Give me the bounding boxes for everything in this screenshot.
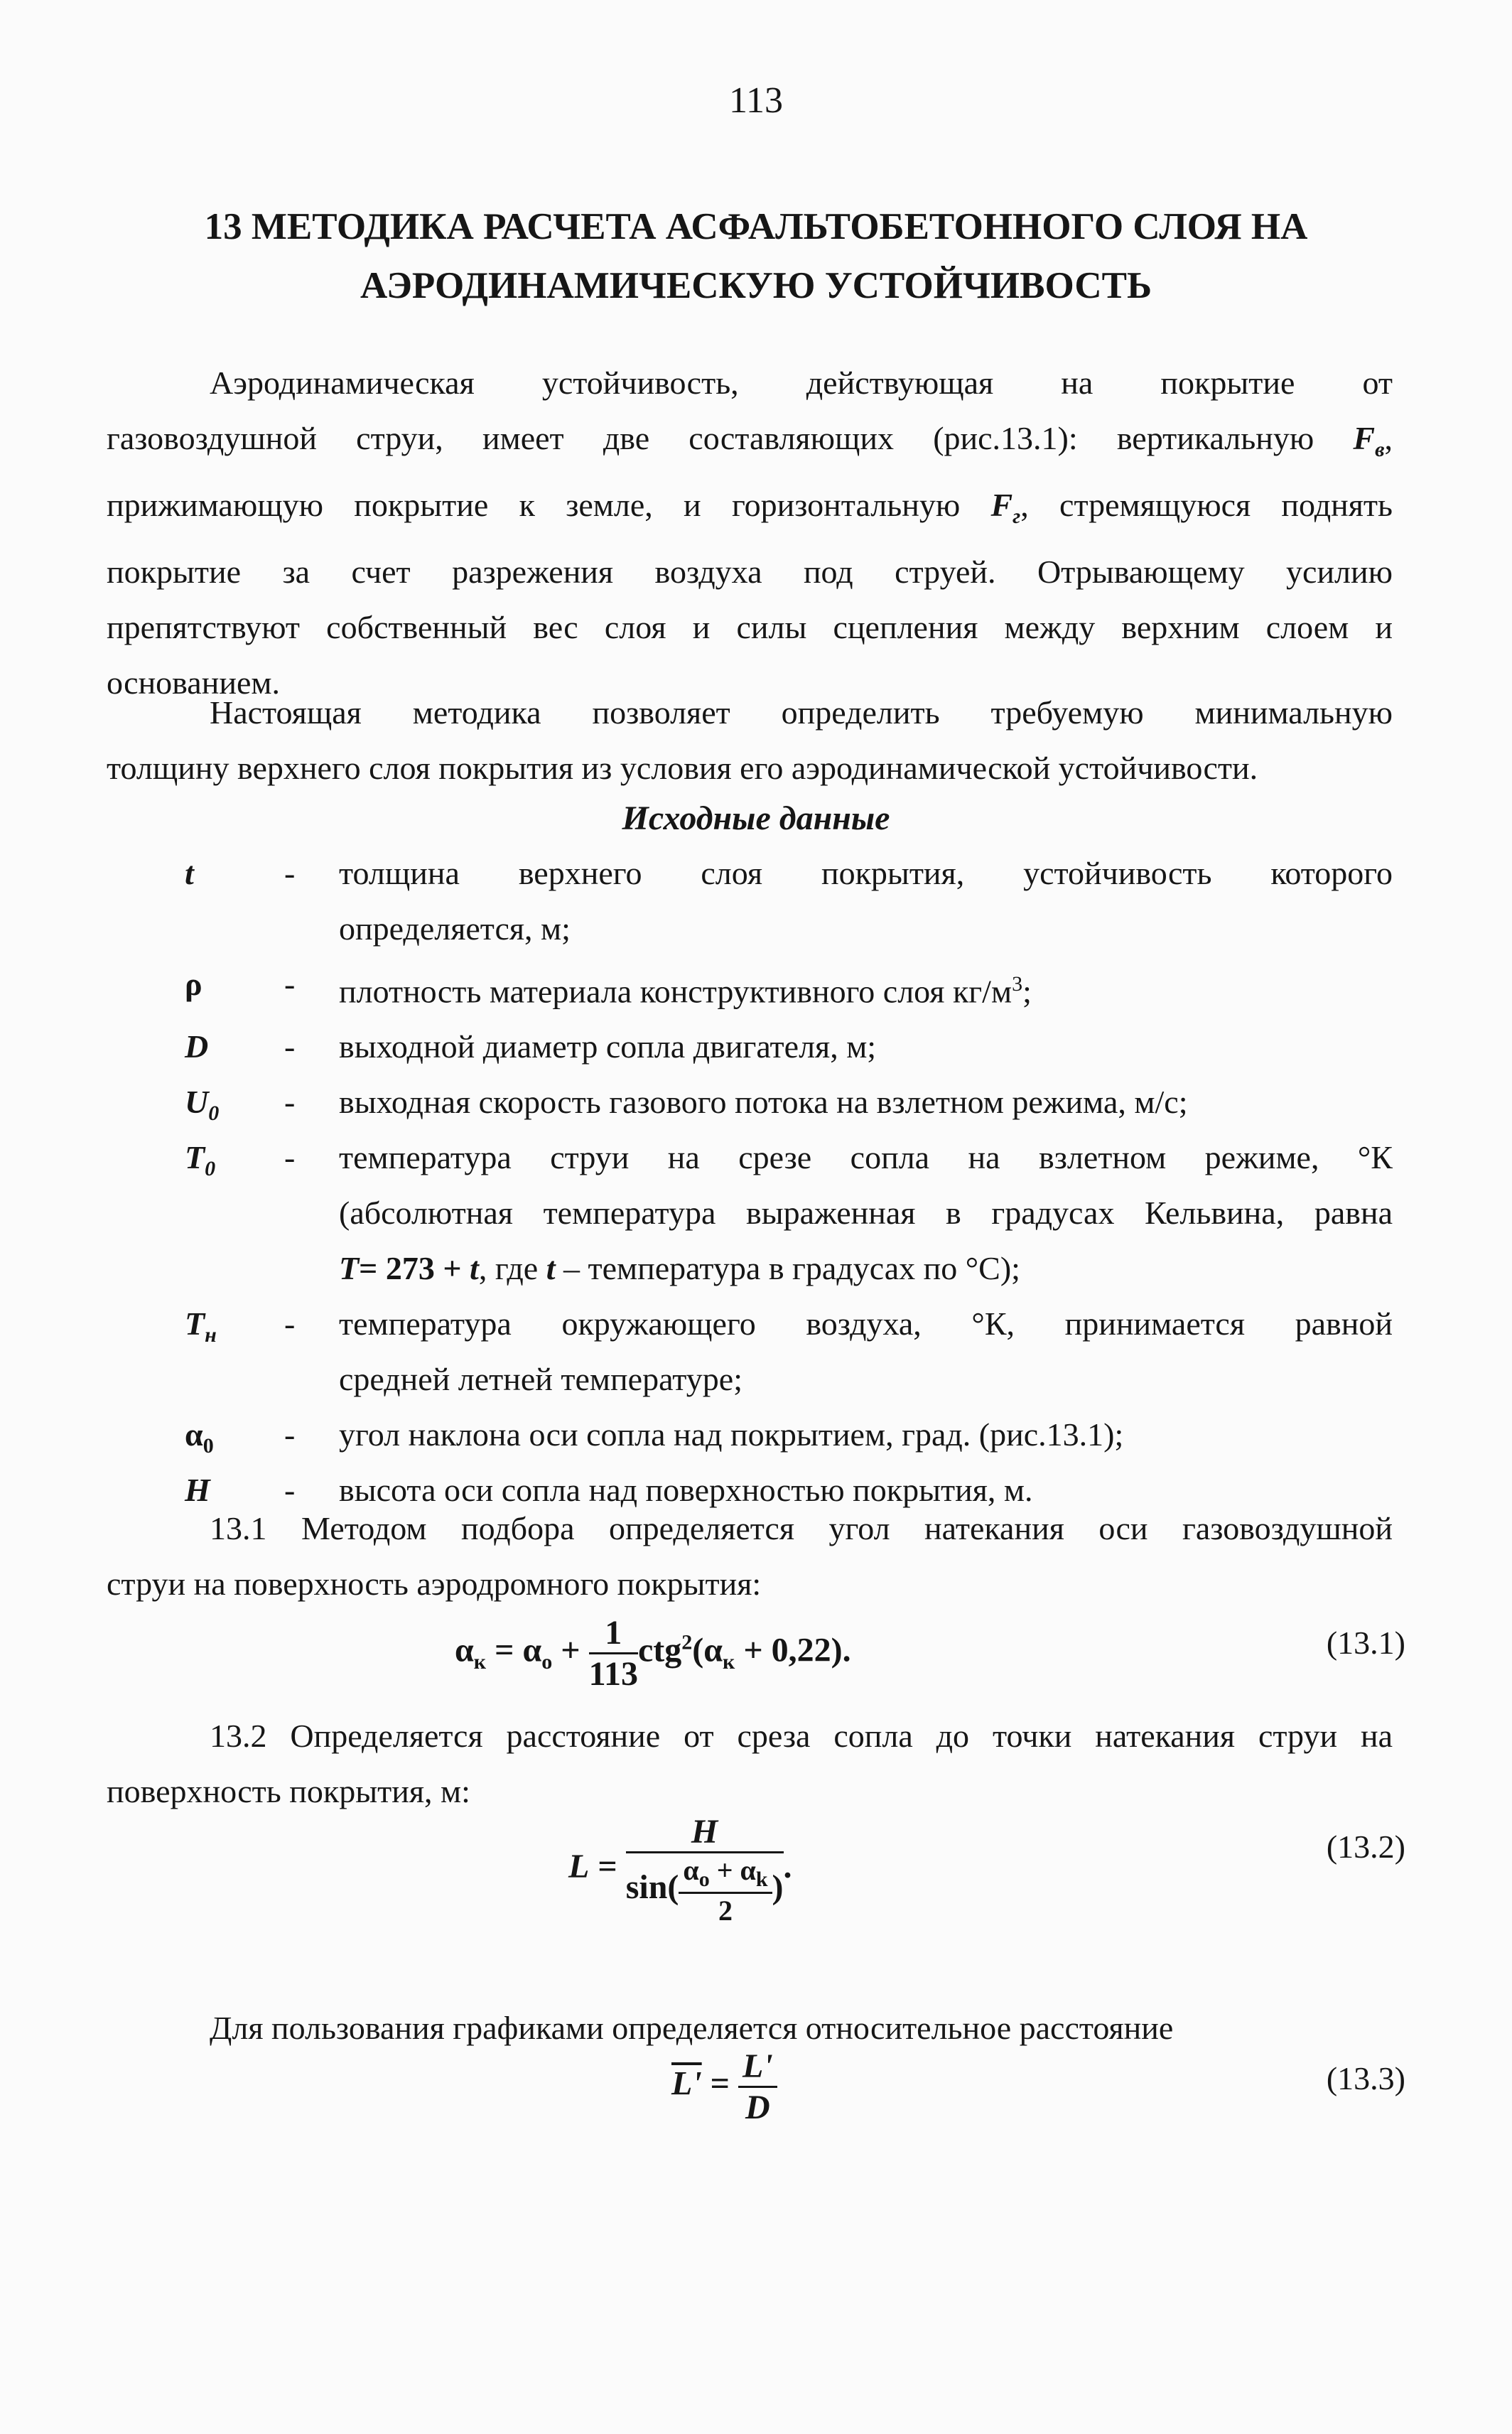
definition-text: температура струи на срезе сопла на взлетном режиме, °К	[339, 1139, 1393, 1176]
paragraph-line: препятствуют собственный вес слоя и силы сцепления между верхним слоем и	[107, 609, 1393, 646]
formula-13-2: L = H sin( $\frac{\alpha_о + \alpha_k}{2}$ ) .	[568, 1813, 792, 1927]
definition-dash: -	[284, 1305, 296, 1342]
definition-item-alpha0	[107, 1407, 1393, 1463]
definition-text: выходная скорость газового потока на взлетном режима, м/с;	[339, 1084, 1188, 1121]
definition-text: высота оси сопла над поверхностью покрытия, м.	[339, 1472, 1033, 1509]
paragraph-line: Для пользования графиками определяется относительное расстояние	[210, 2010, 1174, 2046]
definition-item-d	[107, 1019, 1393, 1075]
paragraph-line: толщину верхнего слоя покрытия из условия его аэродинамической устойчивости.	[107, 750, 1258, 786]
intro-paragraph-2	[107, 685, 1393, 796]
definition-text: плотность материала конструктивного слоя $кг/м^3$;	[339, 972, 1032, 1010]
paragraph-line: струи на поверхность аэродромного покрытия:	[107, 1566, 762, 1602]
definition-symbol: t	[185, 855, 194, 891]
definition-text: выходной диаметр сопла двигателя, м;	[339, 1028, 877, 1065]
definition-symbol: $T_н$	[185, 1305, 217, 1347]
paragraph-line: газовоздушной струи, имеет две составляющих (рис.13.1): вертикальную $F_в$,	[107, 420, 1393, 462]
definition-symbol: $T_0$	[185, 1139, 216, 1181]
paragraph-line: 13.2 Определяется расстояние от среза сопла до точки натекания струи на	[210, 1718, 1393, 1754]
definition-dash: -	[284, 1084, 296, 1121]
definition-symbol: H	[185, 1472, 210, 1509]
definition-text: угол наклона оси сопла над покрытием, град. (рис.13.1);	[339, 1416, 1124, 1453]
formula-13-1: $\alpha_к = \alpha_о$ + $\frac{1}{113}$ $ctg^2(\alpha_к + 0,22)$.	[455, 1614, 851, 1693]
fraction: $\frac{1}{113}$	[588, 1614, 638, 1693]
definition-text: (абсолютная температура выраженная в градусах Кельвина, равна	[339, 1195, 1393, 1232]
fraction: $\frac{L'}{D}$	[738, 2047, 777, 2127]
paragraph-line: основанием.	[107, 664, 280, 701]
definition-dash: -	[284, 1139, 296, 1176]
chapter-title-line-1: 13 МЕТОДИКА РАСЧЕТА АСФАЛЬТОБЕТОННОГО СЛОЯ НА	[204, 206, 1308, 247]
definition-text: средней летней температуре;	[339, 1361, 742, 1398]
section-13-1-text	[107, 1501, 1393, 1612]
definition-symbol: $\alpha_0$	[185, 1416, 214, 1458]
intro-paragraph-1	[107, 355, 1393, 711]
equation-number: (13.1)	[1326, 1625, 1405, 1661]
initial-data-list	[107, 846, 1393, 1518]
equation-number: (13.2)	[1326, 1829, 1405, 1865]
definition-item-rho	[107, 957, 1393, 1019]
definition-dash: -	[284, 1472, 296, 1509]
definition-dash: -	[284, 1028, 296, 1065]
definition-symbol: D	[185, 1028, 209, 1065]
definition-text: толщина верхнего слоя покрытия, устойчивость которого	[339, 855, 1393, 891]
paragraph-line: Настоящая методика позволяет определить требуемую минимальную	[210, 694, 1393, 731]
section-13-2-text	[107, 1708, 1393, 1819]
definition-item-t0	[107, 1130, 1393, 1296]
definition-symbol: ρ	[185, 966, 202, 1002]
fraction: H sin( $\frac{\alpha_о + \alpha_k}{2}$ )	[625, 1813, 784, 1927]
definition-text: T= 273 + t, где t – температура в градусах по °С);	[339, 1250, 1020, 1287]
equation-number: (13.3)	[1326, 2060, 1405, 2096]
paragraph-line: 13.1 Методом подбора определяется угол натекания оси газовоздушной	[210, 1510, 1393, 1546]
definition-dash: -	[284, 966, 296, 1002]
definition-text: температура окружающего воздуха, °К, принимается равной	[339, 1305, 1393, 1342]
paragraph-line: покрытие за счет разрежения воздуха под струей. Отрывающему усилию	[107, 554, 1393, 591]
definition-symbol: $U_0$	[185, 1084, 220, 1126]
paragraph-line: Аэродинамическая устойчивость, действующая на покрытие от	[210, 365, 1393, 401]
paragraph-line: поверхность покрытия, м:	[107, 1773, 470, 1809]
formula-13-3: L' = $\frac{L'}{D}$	[671, 2047, 777, 2127]
fraction: $\frac{\alpha_о + \alpha_k}{2}$	[679, 1853, 772, 1927]
definition-dash: -	[284, 1416, 296, 1453]
paragraph-line: прижимающую покрытие к земле, и горизонтальную $F_г$, стремящуюся поднять	[107, 487, 1393, 529]
chapter-title-line-2: АЭРОДИНАМИЧЕСКУЮ УСТОЙЧИВОСТЬ	[360, 265, 1152, 306]
definition-item-th	[107, 1296, 1393, 1407]
definition-item-t	[107, 846, 1393, 957]
initial-data-heading: Исходные данные	[622, 799, 890, 837]
definition-dash: -	[284, 855, 296, 891]
definition-item-u0	[107, 1075, 1393, 1130]
definition-text: определяется, м;	[339, 910, 571, 947]
chapter-title	[107, 198, 1405, 316]
page-number: 113	[728, 80, 784, 121]
